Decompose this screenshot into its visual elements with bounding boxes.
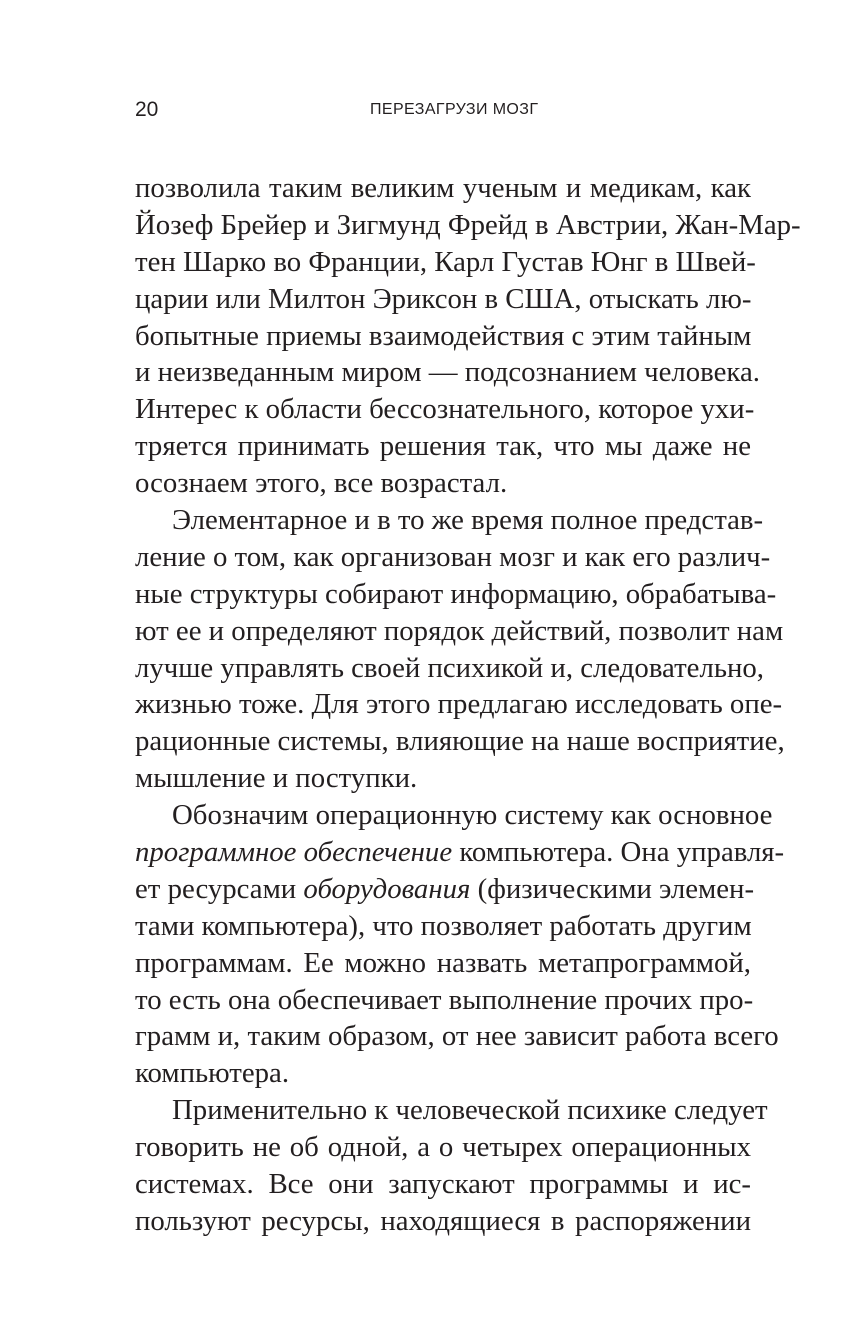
running-title: ПЕРЕЗАГРУЗИ МОЗГ bbox=[370, 101, 539, 118]
paragraph-4 bbox=[135, 1092, 768, 1240]
text-line bbox=[135, 834, 785, 871]
text-line: программам. Ее можно назвать метапрограммой, bbox=[135, 946, 751, 979]
italic-term: оборудования bbox=[303, 872, 471, 905]
text-fragment: компьютера. Она управля- bbox=[452, 836, 785, 869]
text-line: Интерес к области бессознательного, которое ухи- bbox=[135, 393, 755, 426]
page-number: 20 bbox=[135, 98, 159, 121]
text-line: тен Шарко во Франции, Карл Густав Юнг в Швей- bbox=[135, 245, 756, 278]
paragraph-1 bbox=[135, 170, 801, 502]
text-line: лучше управлять своей психикой и, следовательно, bbox=[135, 651, 764, 684]
text-line bbox=[135, 871, 755, 908]
text-line: грамм и, таким образом, от нее зависит работа всего bbox=[135, 1020, 779, 1053]
text-line: системах. Все они запускают программы и ис- bbox=[135, 1168, 751, 1201]
text-line: Обозначим операционную систему как основное bbox=[172, 799, 773, 832]
paragraph-3 bbox=[135, 797, 785, 1092]
text-line: рационные системы, влияющие на наше восприятие, bbox=[135, 725, 785, 758]
body-text bbox=[135, 170, 801, 1240]
text-line: ление о том, как организован мозг и как его различ- bbox=[135, 540, 771, 573]
text-line: Применительно к человеческой психике следует bbox=[172, 1094, 768, 1127]
text-line: мышление и поступки. bbox=[135, 762, 418, 795]
text-fragment: (физическими элемен- bbox=[470, 872, 755, 905]
text-line: осознаем этого, все возрастал. bbox=[135, 467, 508, 500]
text-line: бопытные приемы взаимодействия с этим тайным bbox=[135, 319, 752, 352]
text-line: пользуют ресурсы, находящиеся в распоряжении bbox=[135, 1204, 751, 1237]
text-fragment: ет ресурсами bbox=[135, 872, 304, 905]
text-line: тами компьютера), что позволяет работать другим bbox=[135, 909, 752, 942]
text-line: говорить не об одной, а о четырех операционных bbox=[135, 1131, 751, 1164]
text-line: компьютера. bbox=[135, 1057, 290, 1090]
text-line: ные структуры собирают информацию, обрабатыва- bbox=[135, 577, 777, 610]
text-line: жизнью тоже. Для этого предлагаю исследовать опе- bbox=[135, 688, 783, 721]
text-line: ют ее и определяют порядок действий, позволит нам bbox=[135, 614, 784, 647]
text-line: позволила таким великим ученым и медикам, как bbox=[135, 172, 751, 204]
text-line: и неизведанным миром — подсознанием человека. bbox=[135, 356, 760, 389]
italic-term: программное обеспечение bbox=[135, 836, 453, 869]
text-line: то есть она обеспечивает выполнение прочих про- bbox=[135, 983, 754, 1016]
paragraph-2 bbox=[135, 502, 785, 797]
text-line: Йозеф Брейер и Зигмунд Фрейд в Австрии, Жан-Мар- bbox=[135, 208, 801, 241]
text-line: Элементарное и в то же время полное представ- bbox=[172, 504, 764, 537]
text-line: тряется принимать решения так, что мы даже не bbox=[135, 430, 751, 463]
text-line: царии или Милтон Эриксон в США, отыскать лю- bbox=[135, 282, 752, 315]
